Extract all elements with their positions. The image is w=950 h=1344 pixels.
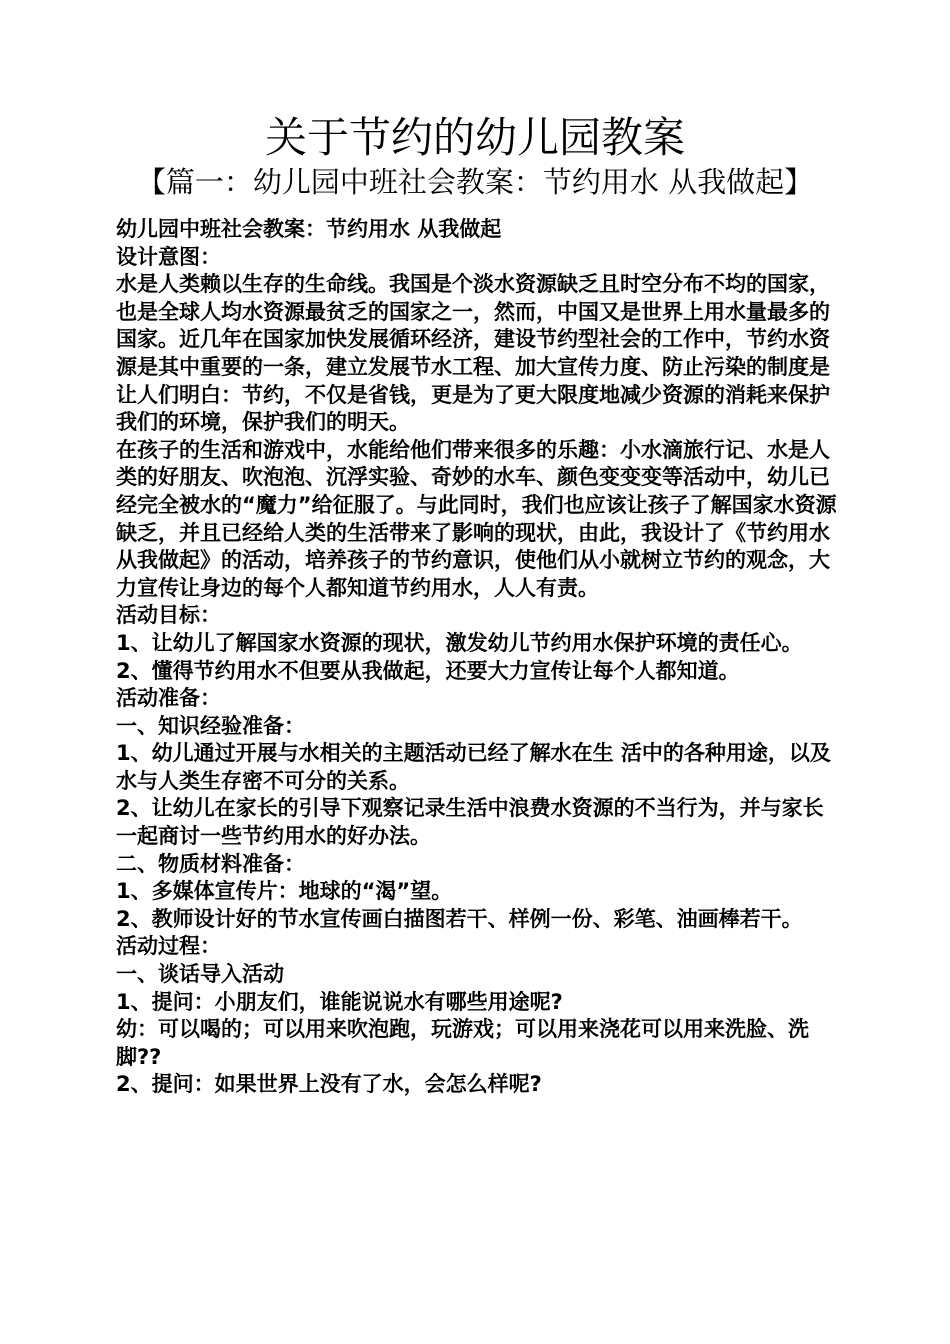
paragraph: 活动目标： [116, 603, 221, 628]
paragraph: 1、多媒体宣传片：地球的“渴”望。 [116, 879, 453, 904]
paragraph: 设计意图： [116, 244, 221, 269]
paragraph: 在孩子的生活和游戏中，水能给他们带来很多的乐趣：小水滴旅行记、水是人类的好朋友、吹泡泡、沉浮实验、奇妙的水车、颜色变变变等活动中，幼儿已经完全被水的“魔力”给征服了。与此同时，我们也应该让孩子了解国家水资源缺乏，并且已经给人类的生活带来了影响的现状，由此，我设计了《节约用水从我做起》的活动，培养孩子的节约意识，使他们从小就树立节约的观念，大力宣传让身边的每个人都知道节约用水，人人有责。 [116, 437, 837, 600]
document-body [116, 216, 840, 1099]
section-heading: 幼儿园中班社会教案：节约用水 从我做起 [116, 217, 502, 241]
paragraph: 1、提问：小朋友们，谁能说说水有哪些用途呢? [116, 989, 563, 1014]
paragraph: 活动过程： [116, 934, 221, 959]
paragraph: 活动准备： [116, 686, 221, 711]
paragraph: 1、让幼儿了解国家水资源的现状，激发幼儿节约用水保护环境的责任心。 [116, 630, 803, 655]
page-subtitle: 【篇一：幼儿园中班社会教案：节约用水 从我做起】 [136, 165, 814, 199]
paragraph: 2、教师设计好的节水宣传画白描图若干、样例一份、彩笔、油画棒若干。 [116, 906, 803, 931]
paragraph: 水是人类赖以生存的生命线。我国是个淡水资源缺乏且时空分布不均的国家，也是全球人均水资源最贫乏的国家之一，然而，中国又是世界上用水量最多的国家。近几年在国家加快发展循环经济，建设节约型社会的工作中，节约水资源是其中重要的一条，建立发展节水工程、加大宣传力度、防止污染的制度是让人们明白：节约，不仅是省钱，更是为了更大限度地减少资源的消耗来保护我们的环境，保护我们的明天。 [116, 272, 830, 435]
paragraph: 一、谈话导入活动 [116, 962, 284, 987]
paragraph: 1、幼儿通过开展与水相关的主题活动已经了解水在生 活中的各种用途，以及水与人类生存密不可分的关系。 [116, 741, 831, 793]
paragraph: 幼：可以喝的；可以用来吹泡跑，玩游戏；可以用来浇花可以用来洗脸、洗脚?? [116, 1017, 809, 1069]
paragraph: 2、提问：如果世界上没有了水，会怎么样呢? [116, 1072, 542, 1097]
paragraph: 一、知识经验准备： [116, 713, 305, 738]
paragraph: 2、懂得节约用水不但要从我做起，还要大力宣传让每个人都知道。 [116, 658, 740, 683]
paragraph: 2、让幼儿在家长的引导下观察记录生活中浪费水资源的不当行为，并与家长一起商讨一些节约用水的好办法。 [116, 796, 824, 849]
page-title: 关于节约的幼儿园教案 [264, 113, 685, 162]
paragraph: 二、物质材料准备： [116, 851, 305, 876]
